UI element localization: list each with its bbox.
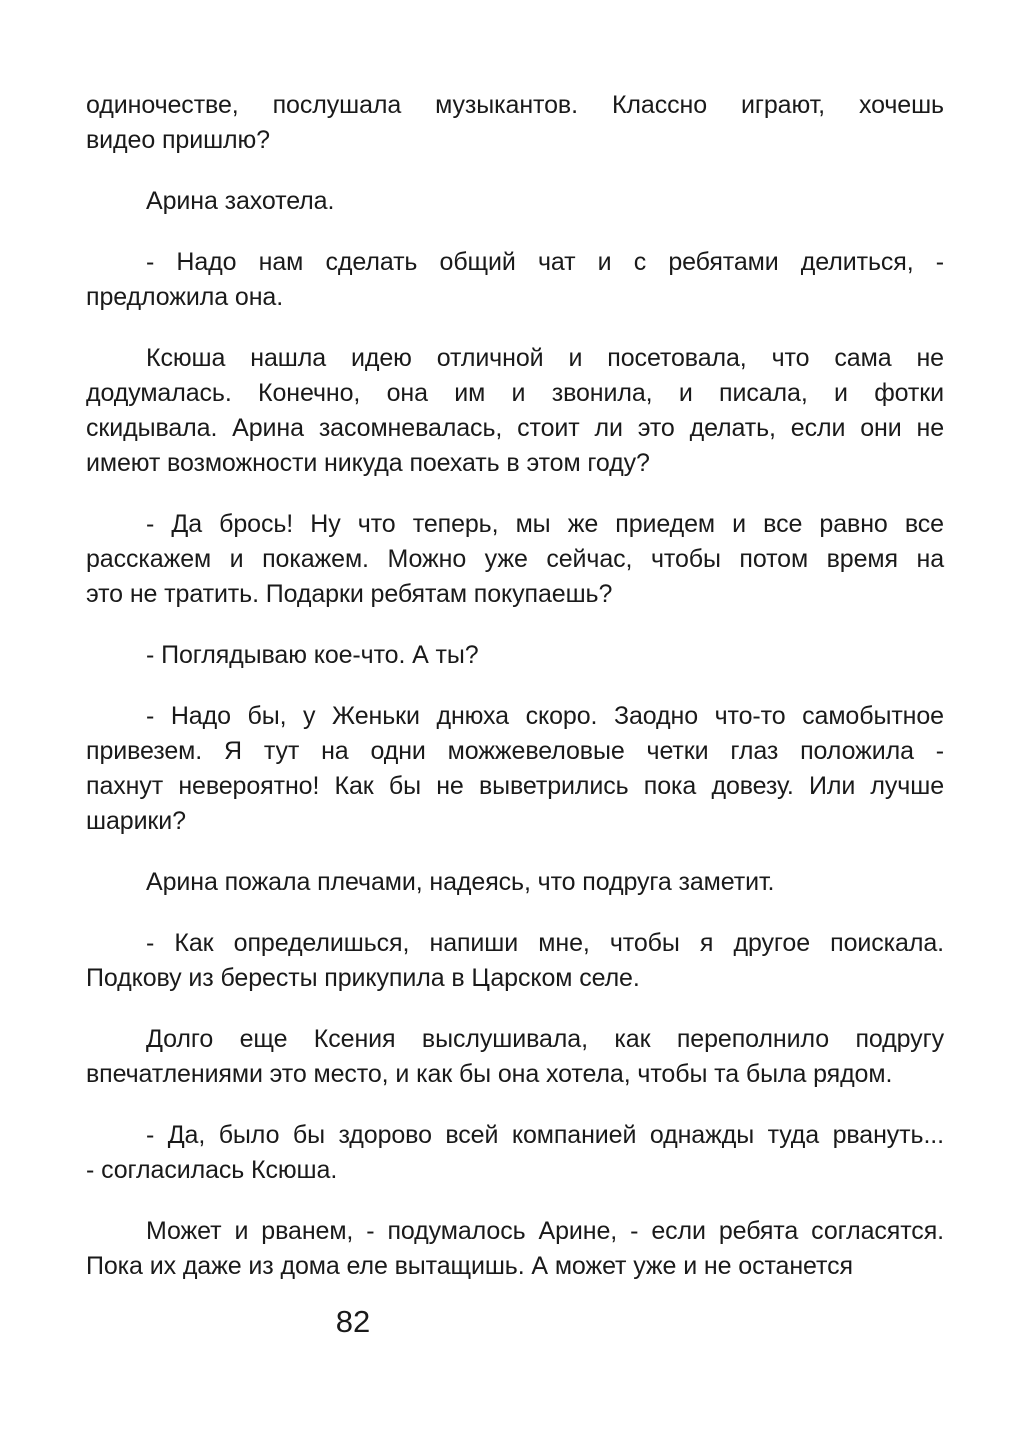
paragraph: [86, 926, 944, 996]
paragraph: [86, 88, 944, 158]
text-line: пахнут невероятно! Как бы не выветрились пока довезу. Или лучше: [86, 772, 944, 800]
text-line: - Надо бы, у Женьки днюха скоро. Заодно что-то самобытное: [146, 702, 944, 730]
text-line: - Да, было бы здорово всей компанией однажды туда рвануть...: [146, 1121, 944, 1149]
paragraph: [86, 1118, 944, 1188]
text-line: Пока их даже из дома еле вытащишь. А может уже и не останется: [86, 1252, 853, 1280]
text-line: - Поглядываю кое-что. А ты?: [146, 641, 479, 669]
text-line: - Да брось! Ну что теперь, мы же приедем и все равно все: [146, 510, 944, 538]
text-line: Ксюша нашла идею отличной и посетовала, что сама не: [146, 344, 944, 372]
text-line: впечатлениями это место, и как бы она хотела, чтобы та была рядом.: [86, 1060, 893, 1088]
text-line: это не тратить. Подарки ребятам покупаешь?: [86, 580, 613, 608]
text-line: привезем. Я тут на одни можжевеловые четки глаз положила -: [86, 737, 944, 765]
paragraph: [86, 699, 944, 839]
paragraph: [86, 1022, 944, 1092]
paragraph: [86, 184, 944, 219]
text-line: - Надо нам сделать общий чат и с ребятами делиться, -: [146, 248, 944, 276]
text-line: расскажем и покажем. Можно уже сейчас, чтобы потом время на: [86, 545, 944, 573]
text-line: додумалась. Конечно, она им и звонила, и писала, и фотки: [86, 379, 944, 407]
text-line: видео пришлю?: [86, 126, 270, 154]
text-line: Может и рванем, - подумалось Арине, - если ребята согласятся.: [146, 1217, 944, 1245]
text-line: одиночестве, послушала музыкантов. Классно играют, хочешь: [86, 91, 944, 119]
paragraph: [86, 507, 944, 612]
paragraph: [86, 865, 944, 900]
page-paragraphs: [86, 88, 944, 1310]
text-line: - Как определишься, напиши мне, чтобы я другое поискала.: [146, 929, 944, 957]
paragraph: [86, 638, 944, 673]
text-line: Подкову из бересты прикупила в Царском селе.: [86, 964, 640, 992]
text-line: имеют возможности никуда поехать в этом году?: [86, 449, 650, 477]
text-line: шарики?: [86, 807, 186, 835]
text-line: скидывала. Арина засомневалась, стоит ли это делать, если они не: [86, 414, 944, 442]
text-line: Арина захотела.: [146, 187, 335, 215]
paragraph: [86, 341, 944, 481]
text-line: Долго еще Ксения выслушивала, как переполнило подругу: [146, 1025, 944, 1053]
paragraph: [86, 245, 944, 315]
text-line: - согласилась Ксюша.: [86, 1156, 338, 1184]
paragraph: [86, 1214, 944, 1284]
text-line: Арина пожала плечами, надеясь, что подруга заметит.: [146, 868, 775, 896]
page-number: 82: [335, 1304, 371, 1339]
text-line: предложила она.: [86, 283, 284, 311]
